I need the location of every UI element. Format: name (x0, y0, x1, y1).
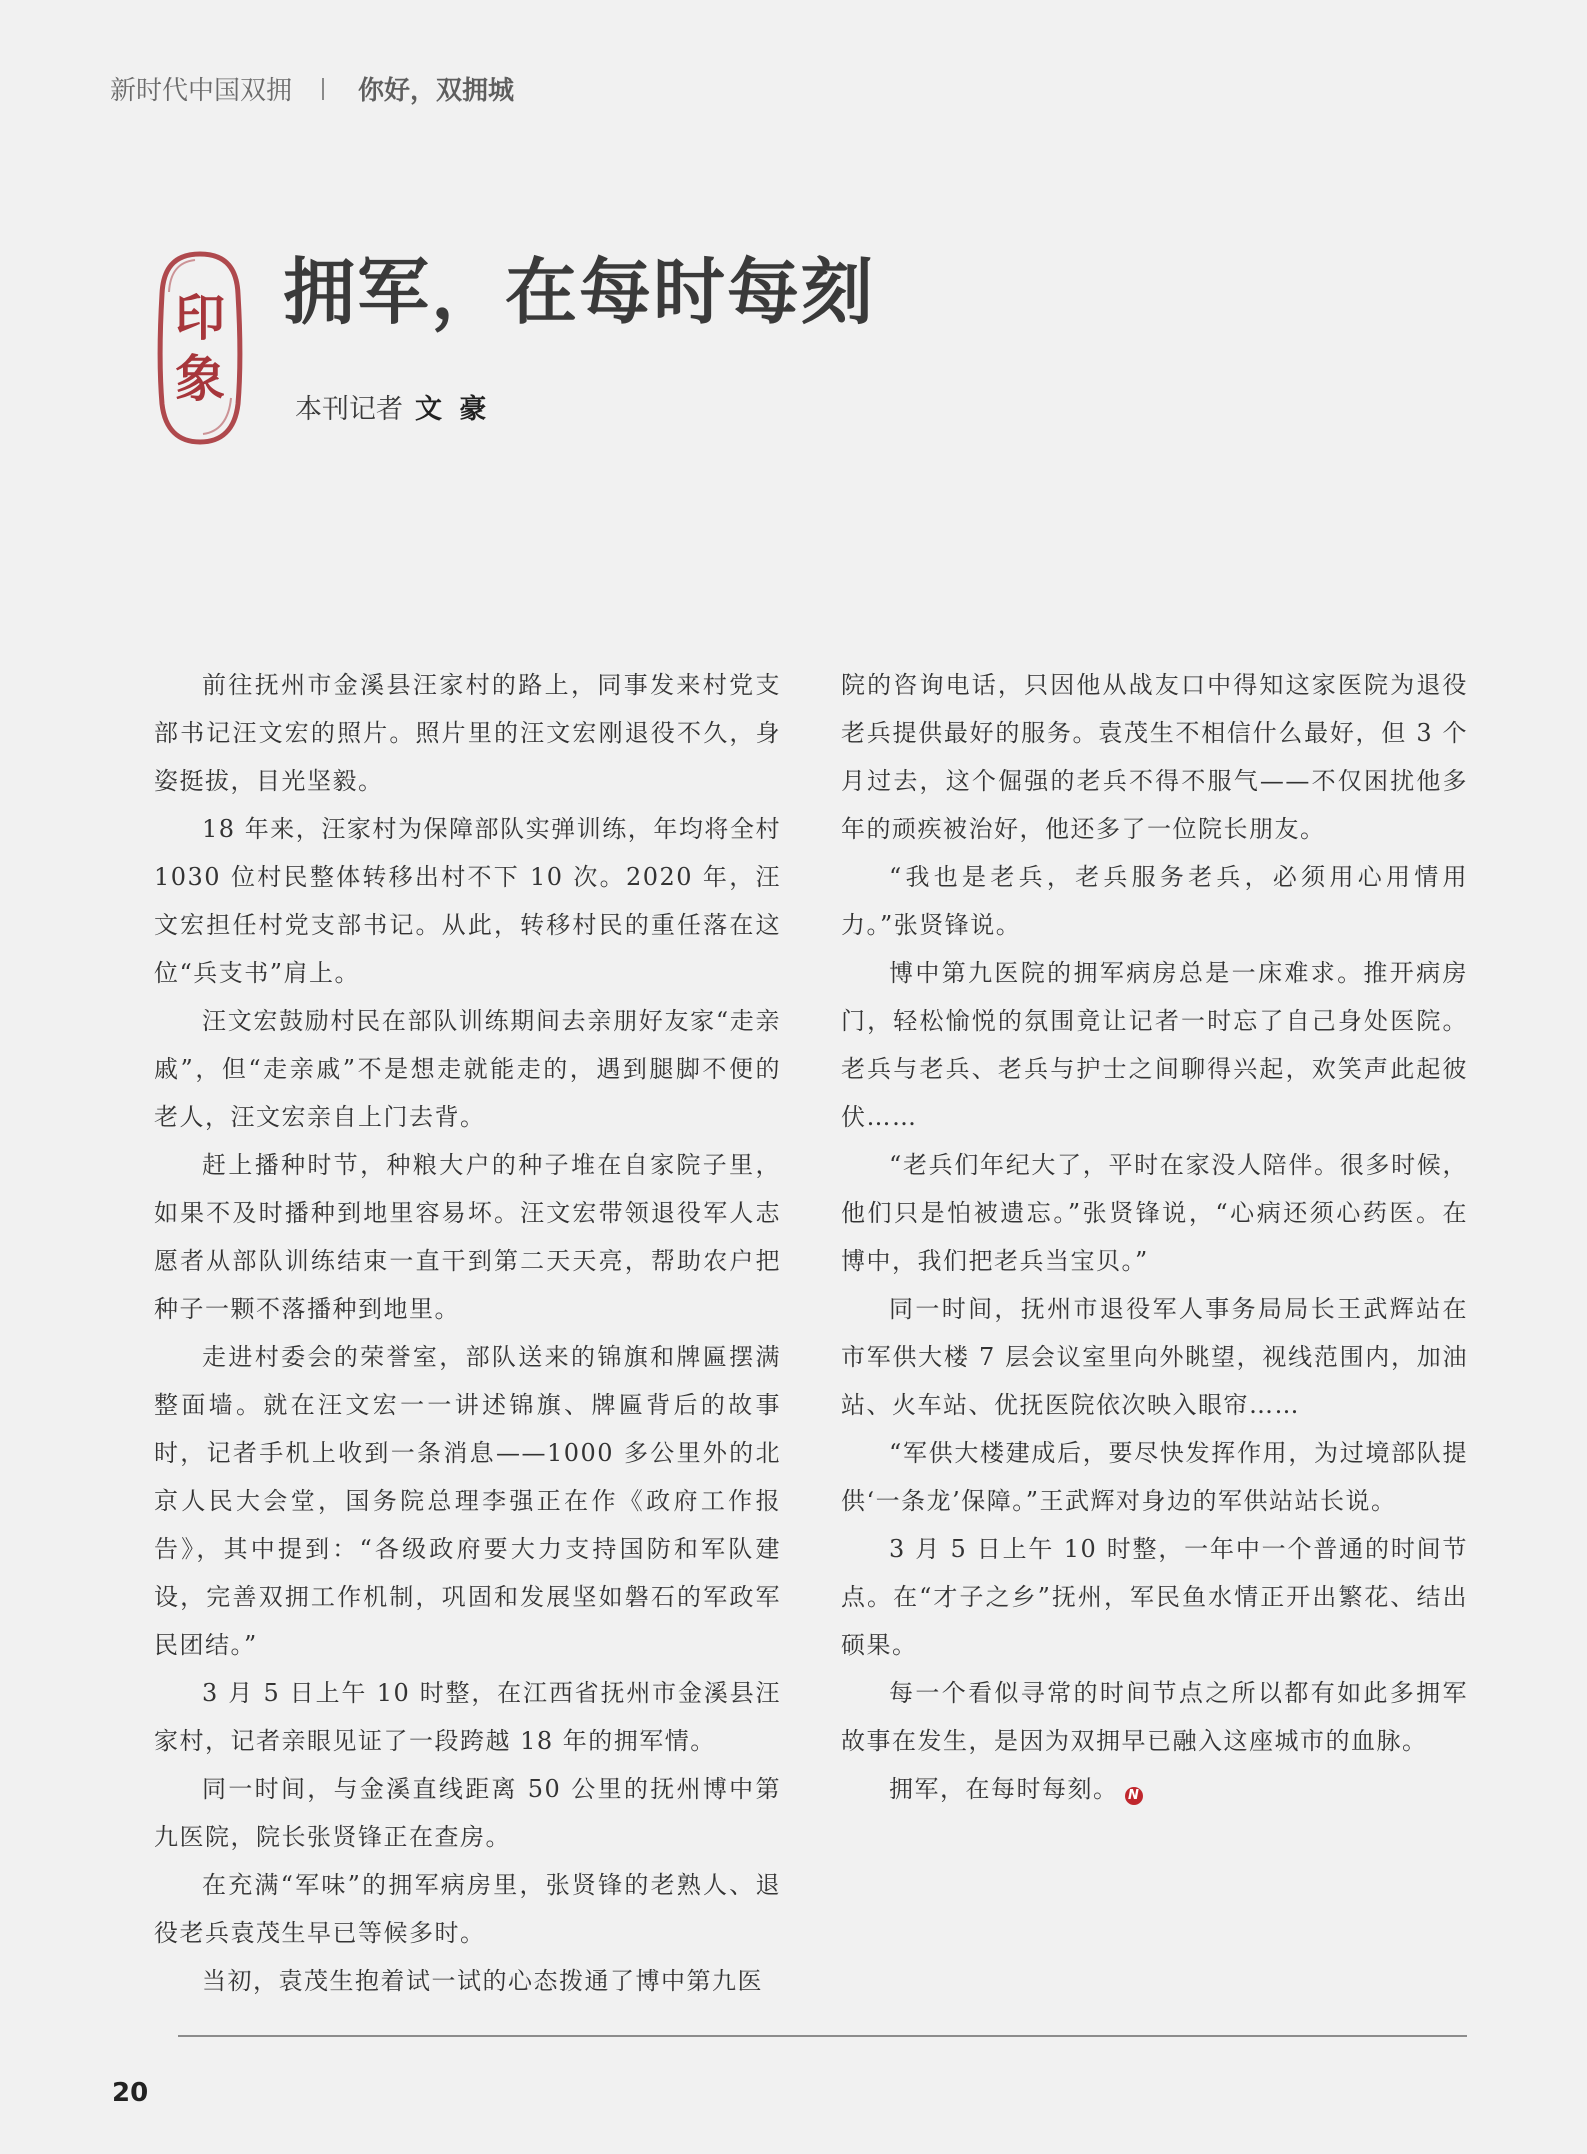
footer-rule (178, 2035, 1467, 2037)
running-head (110, 70, 514, 107)
header-separator (322, 78, 324, 100)
closing-paragraph (841, 1765, 1468, 1813)
body-paragraph: 汪文宏鼓励村民在部队训练期间去亲朋好友家“走亲戚”，但“走亲戚”不是想走就能走的，遇到腿脚不便的老人，汪文宏亲自上门去背。 (154, 1007, 781, 1131)
end-mark-icon: N (1125, 1787, 1143, 1805)
body-paragraph: 走进村委会的荣誉室，部队送来的锦旗和牌匾摆满整面墙。就在汪文宏一一讲述锦旗、牌匾背后的故事时，记者手机上收到一条消息——1000 多公里外的北京人民大会堂，国务院总理李强正在作《政府工作报告》，其中提到：“各级政府要大力支持国防和军队建设，完善双拥工作机制，巩固和发展坚如磐石的军政军民团结。” (154, 1343, 781, 1659)
seal-char-yin: 印 (175, 289, 225, 347)
body-paragraph: 赶上播种时节，种粮大户的种子堆在自家院子里，如果不及时播种到地里容易坏。汪文宏带领退役军人志愿者从部队训练结束一直干到第二天天亮，帮助农户把种子一颗不落播种到地里。 (154, 1151, 781, 1323)
page-number: 20 (112, 2078, 149, 2108)
body-paragraph: 博中第九医院的拥军病房总是一床难求。推开病房门，轻松愉悦的氛围竟让记者一时忘了自己身处医院。老兵与老兵、老兵与护士之间聊得兴起，欢笑声此起彼伏…… (841, 959, 1468, 1131)
section-name: 新时代中国双拥 (110, 76, 293, 106)
body-paragraph: 同一时间，与金溪直线距离 50 公里的抚州博中第九医院，院长张贤锋正在查房。 (154, 1775, 781, 1851)
body-paragraph: “老兵们年纪大了，平时在家没人陪伴。很多时候，他们只是怕被遗忘。”张贤锋说，“心病还须心药医。在博中，我们把老兵当宝贝。” (841, 1151, 1468, 1275)
article-title: 拥军，在每时每刻 (283, 249, 876, 334)
body-paragraph: 同一时间，抚州市退役军人事务局局长王武辉站在市军供大楼 7 层会议室里向外眺望，视线范围内，加油站、火车站、优抚医院依次映入眼帘…… (841, 1295, 1468, 1419)
left-column (154, 661, 781, 2005)
seal-char-xiang: 象 (175, 350, 225, 408)
right-column (841, 661, 1468, 1813)
body-paragraph: 在充满“军味”的拥军病房里，张贤锋的老熟人、退役老兵袁茂生早已等候多时。 (154, 1871, 781, 1947)
body-paragraph: 3 月 5 日上午 10 时整，在江西省抚州市金溪县汪家村，记者亲眼见证了一段跨越 18 年的拥军情。 (154, 1679, 781, 1755)
seal-border-icon (153, 248, 247, 448)
body-paragraph: 当初，袁茂生抱着试一试的心态拨通了博中第九医 (202, 1967, 763, 1995)
byline (295, 387, 490, 426)
subsection-name: 你好，双拥城 (358, 76, 515, 106)
body-paragraph: 3 月 5 日上午 10 时整，一年中一个普通的时间节点。在“才子之乡”抚州，军民鱼水情正开出繁花、结出硕果。 (841, 1535, 1468, 1659)
byline-prefix: 本刊记者 (295, 394, 403, 425)
body-paragraph: “我也是老兵，老兵服务老兵，必须用心用情用力。”张贤锋说。 (841, 863, 1468, 939)
body-paragraph: “军供大楼建成后，要尽快发挥作用，为过境部队提供‘一条龙’保障。”王武辉对身边的军供站站长说。 (841, 1439, 1468, 1515)
body-paragraph: 前往抚州市金溪县汪家村的路上，同事发来村党支部书记汪文宏的照片。照片里的汪文宏刚退役不久，身姿挺拔，目光坚毅。 (154, 671, 781, 795)
closing-text: 拥军，在每时每刻。 (889, 1775, 1119, 1803)
body-paragraph-continued: 院的咨询电话，只因他从战友口中得知这家医院为退役老兵提供最好的服务。袁茂生不相信什么最好，但 3 个月过去，这个倔强的老兵不得不服气——不仅困扰他多年的顽疾被治好，他还多了一位院长朋友。 (841, 671, 1468, 843)
column-seal (153, 248, 247, 448)
author-name: 文 豪 (415, 394, 491, 425)
body-paragraph: 18 年来，汪家村为保障部队实弹训练，年均将全村 1030 位村民整体转移出村不下 10 次。2020 年，汪文宏担任村党支部书记。从此，转移村民的重任落在这位“兵支书”肩上。 (154, 815, 781, 987)
body-paragraph: 每一个看似寻常的时间节点之所以都有如此多拥军故事在发生，是因为双拥早已融入这座城市的血脉。 (841, 1679, 1468, 1755)
